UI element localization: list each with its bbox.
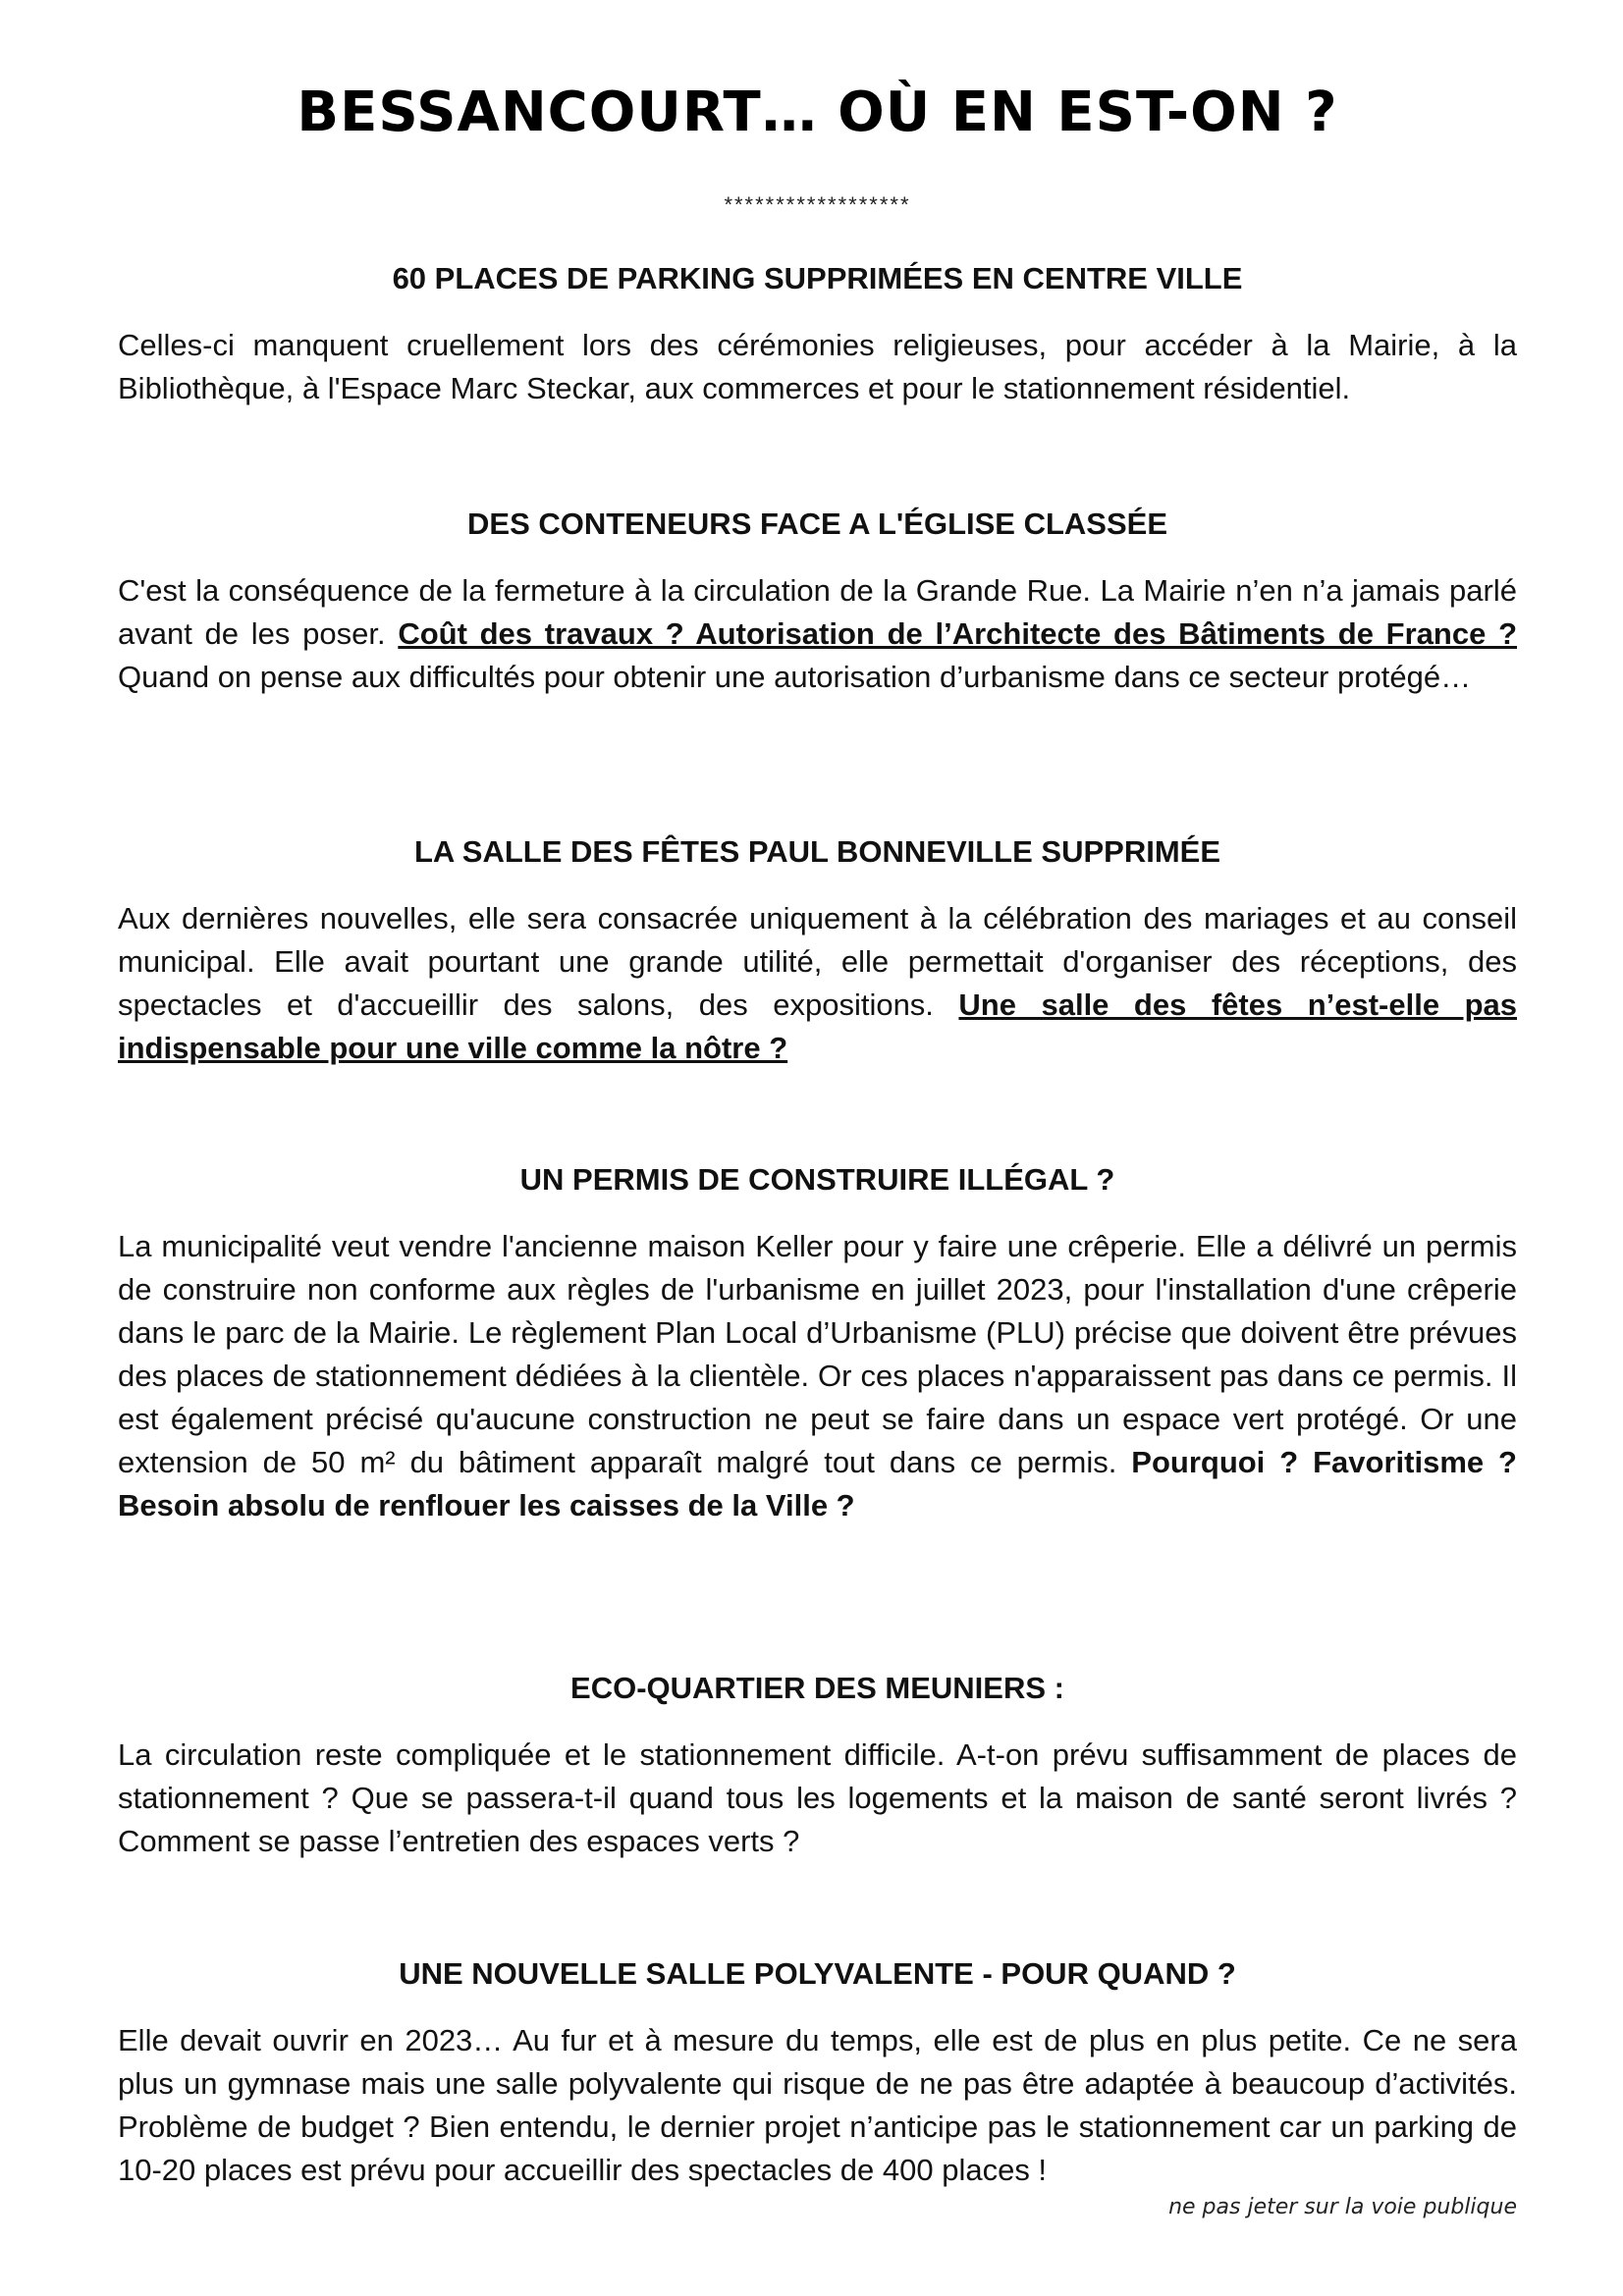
- section-heading: DES CONTENEURS FACE A L'ÉGLISE CLASSÉE: [467, 507, 1167, 541]
- section-body: La circulation reste compliquée et le stationnement difficile. A-t-on prévu suffisamment de places de stationnement ? Que se passera-t-il quand tous les logements et la maison de santé seront livrés ? Comment se passe l’entretien des espaces verts ?: [118, 1737, 1517, 1858]
- section-salle-des-fetes: [118, 830, 1517, 1070]
- body-emphasis: Coût des travaux ? Autorisation de l’Architecte des Bâtiments de France ?: [398, 616, 1518, 651]
- body-text: C'est la conséquence de la fermeture à la circulation de la Grande Rue. La Mairie n’en n’a jamais parlé avant de les poser.: [118, 573, 1517, 651]
- section-permis: [118, 1158, 1517, 1527]
- body-emphasis: Pourquoi ? Favoritisme ? Besoin absolu de renflouer les caisses de la Ville ?: [118, 1445, 1517, 1522]
- section-heading: 60 PLACES DE PARKING SUPPRIMÉES EN CENTRE VILLE: [392, 261, 1243, 295]
- section-body: [118, 1225, 1517, 1527]
- separator: ******************: [724, 192, 911, 217]
- section-body: Celles-ci manquent cruellement lors des cérémonies religieuses, pour accéder à la Mairie, à la Bibliothèque, à l'Espace Marc Steckar, aux commerces et pour le stationnement résidentiel.: [118, 328, 1517, 405]
- section-body: [118, 897, 1517, 1070]
- section-heading: LA SALLE DES FÊTES PAUL BONNEVILLE SUPPRIMÉE: [413, 834, 1220, 869]
- section-body: Elle devait ouvrir en 2023… Au fur et à mesure du temps, elle est de plus en plus petite. Ce ne sera plus un gymnase mais une salle polyvalente qui risque de ne pas être adaptée à beaucoup d’activités. Problème de budget ? Bien entendu, le dernier projet n’anticipe pas le stationnement car un parking de 10-20 places est prévu pour accueillir des spectacles de 400 places !: [118, 2023, 1517, 2187]
- section-heading: UNE NOUVELLE SALLE POLYVALENTE - POUR QUAND ?: [399, 1956, 1236, 1991]
- section-heading: UN PERMIS DE CONSTRUIRE ILLÉGAL ?: [519, 1162, 1115, 1197]
- section-eco-quartier: [118, 1667, 1517, 1863]
- section-body: [118, 569, 1517, 699]
- body-text: La municipalité veut vendre l'ancienne maison Keller pour y faire une crêperie. Elle a délivré un permis de construire non conforme aux règles de l'urbanisme en juillet 2023, pour l'installation d'une crêperie dans le parc de la Mairie. Le règlement Plan Local d’Urbanisme (PLU) précise que doivent être prévues des places de stationnement dédiées à la clientèle. Or ces places n'apparaissent pas dans ce permis. Il est également précisé qu'aucune construction ne peut se faire dans un espace vert protégé. Or une extension de 50 m² du bâtiment apparaît malgré tout dans ce permis.: [118, 1229, 1517, 1479]
- body-text: Quand on pense aux difficultés pour obtenir une autorisation d’urbanisme dans ce secteur protégé…: [118, 660, 1472, 694]
- section-parking: [118, 257, 1517, 410]
- section-salle-polyvalente: [118, 1952, 1517, 2192]
- section-conteneurs: [118, 503, 1517, 699]
- body-text: Aux dernières nouvelles, elle sera consacrée uniquement à la célébration des mariages et au conseil municipal. Elle avait pourtant une grande utilité, elle permettait d'organiser des réceptions, des spectacles et d'accueillir des salons, des expositions.: [118, 901, 1517, 1022]
- footer-note: ne pas jeter sur la voie publique: [1168, 2195, 1517, 2219]
- section-heading: ECO-QUARTIER DES MEUNIERS :: [570, 1671, 1064, 1705]
- body-emphasis: Une salle des fêtes n’est-elle pas indispensable pour une ville comme la nôtre ?: [118, 988, 1517, 1065]
- page-title: BESSANCOURT… OÙ EN EST-ON ?: [297, 80, 1338, 144]
